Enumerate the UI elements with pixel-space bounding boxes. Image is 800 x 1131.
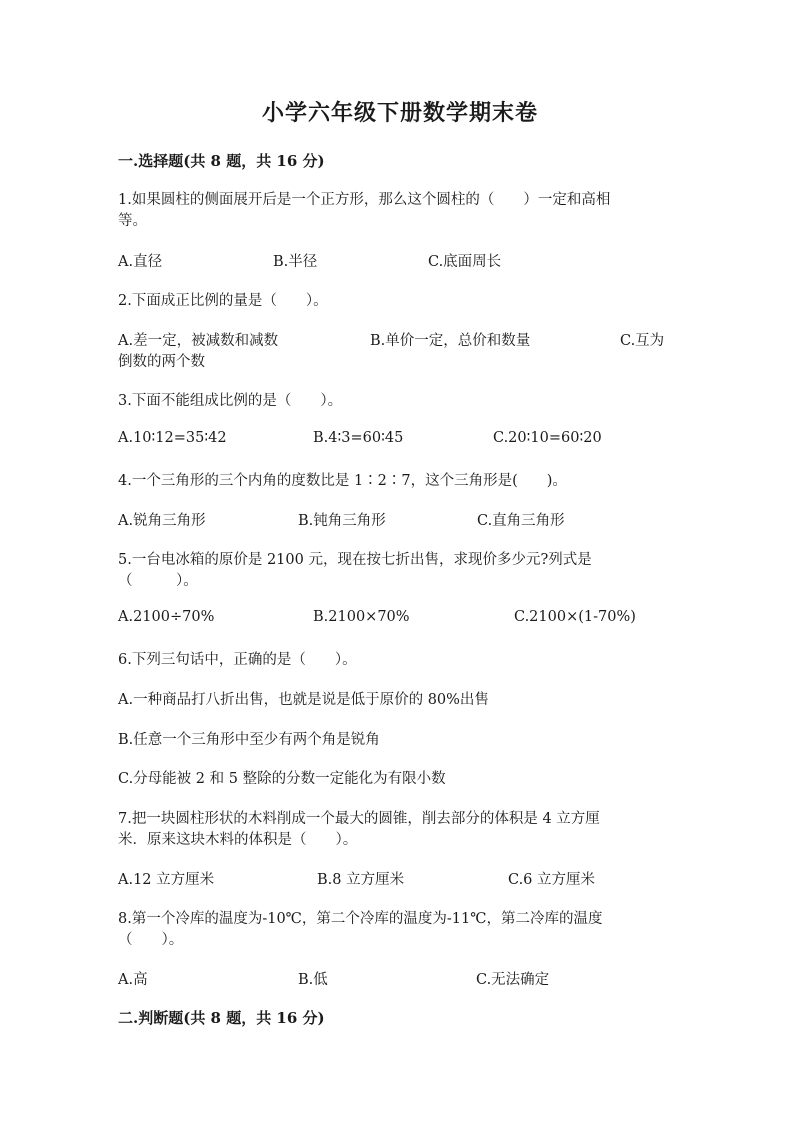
question-5-stem-line-2: （ ）。	[118, 573, 198, 589]
question-8-option-c: C.无法确定	[476, 972, 550, 988]
question-1-stem-line-1: 1.如果圆柱的侧面展开后是一个正方形，那么这个圆柱的（ ）一定和高相	[118, 192, 611, 208]
question-2-stem: 2.下面成正比例的量是（ ）。	[118, 293, 328, 309]
exam-title: 小学六年级下册数学期末卷	[261, 100, 538, 126]
question-4-option-c: C.直角三角形	[477, 513, 565, 529]
question-2-option-c: C.互为	[620, 333, 665, 349]
section-heading-choice: 一.选择题(共 8 题，共 16 分)	[118, 152, 325, 170]
question-7-option-a: A.12 立方厘米	[118, 872, 215, 888]
question-6-statement-a: A.一种商品打八折出售，也就是说是低于原价的 80%出售	[118, 692, 489, 708]
question-1-option-a: A.直径	[118, 254, 163, 270]
question-3-option-b: B.4∶3=60∶45	[313, 430, 404, 446]
question-4-option-b: B.钝角三角形	[298, 513, 386, 529]
question-8-option-b: B.低	[298, 972, 328, 988]
question-4-stem: 4.一个三角形的三个内角的度数比是 1∶2∶7，这个三角形是( )。	[118, 473, 567, 489]
question-5-option-b: B.2100×70%	[313, 609, 410, 625]
question-6-stem: 6.下列三句话中，正确的是（ ）。	[118, 652, 357, 668]
question-3-stem: 3.下面不能组成比例的是（ ）。	[118, 393, 343, 409]
question-8-option-a: A.高	[118, 972, 148, 988]
question-5-option-a: A.2100÷70%	[118, 609, 215, 625]
question-5-option-c: C.2100×(1-70%)	[514, 609, 636, 625]
question-3-option-a: A.10∶12=35∶42	[118, 430, 227, 446]
question-5-stem-line-1: 5.一台电冰箱的原价是 2100 元，现在按七折出售，求现价多少元?列式是	[118, 552, 592, 568]
question-8-stem-line-1: 8.第一个冷库的温度为-10℃，第二个冷库的温度为-11℃，第二冷库的温度	[118, 911, 603, 927]
question-2-option-c-continued: 倒数的两个数	[118, 354, 205, 370]
question-7-option-c: C.6 立方厘米	[508, 872, 596, 888]
question-1-option-b: B.半径	[273, 254, 318, 270]
question-6-statement-b: B.任意一个三角形中至少有两个角是锐角	[118, 732, 380, 748]
question-6-statement-c: C.分母能被 2 和 5 整除的分数一定能化为有限小数	[118, 771, 446, 787]
question-2-option-a: A.差一定，被减数和减数	[118, 333, 279, 349]
question-4-option-a: A.锐角三角形	[118, 513, 206, 529]
question-7-option-b: B.8 立方厘米	[317, 872, 405, 888]
question-1-stem-line-2: 等。	[118, 213, 147, 229]
question-8-stem-line-2: （ ）。	[118, 932, 184, 948]
question-3-option-c: C.20∶10=60∶20	[493, 430, 602, 446]
question-7-stem-line-2: 米．原来这块木料的体积是（ ）。	[118, 832, 358, 848]
question-1-option-c: C.底面周长	[428, 254, 502, 270]
question-2-option-b: B.单价一定，总价和数量	[370, 333, 531, 349]
question-7-stem-line-1: 7.把一块圆柱形状的木料削成一个最大的圆锥，削去部分的体积是 4 立方厘	[118, 811, 600, 827]
section-heading-judgement: 二.判断题(共 8 题，共 16 分)	[118, 1009, 325, 1027]
